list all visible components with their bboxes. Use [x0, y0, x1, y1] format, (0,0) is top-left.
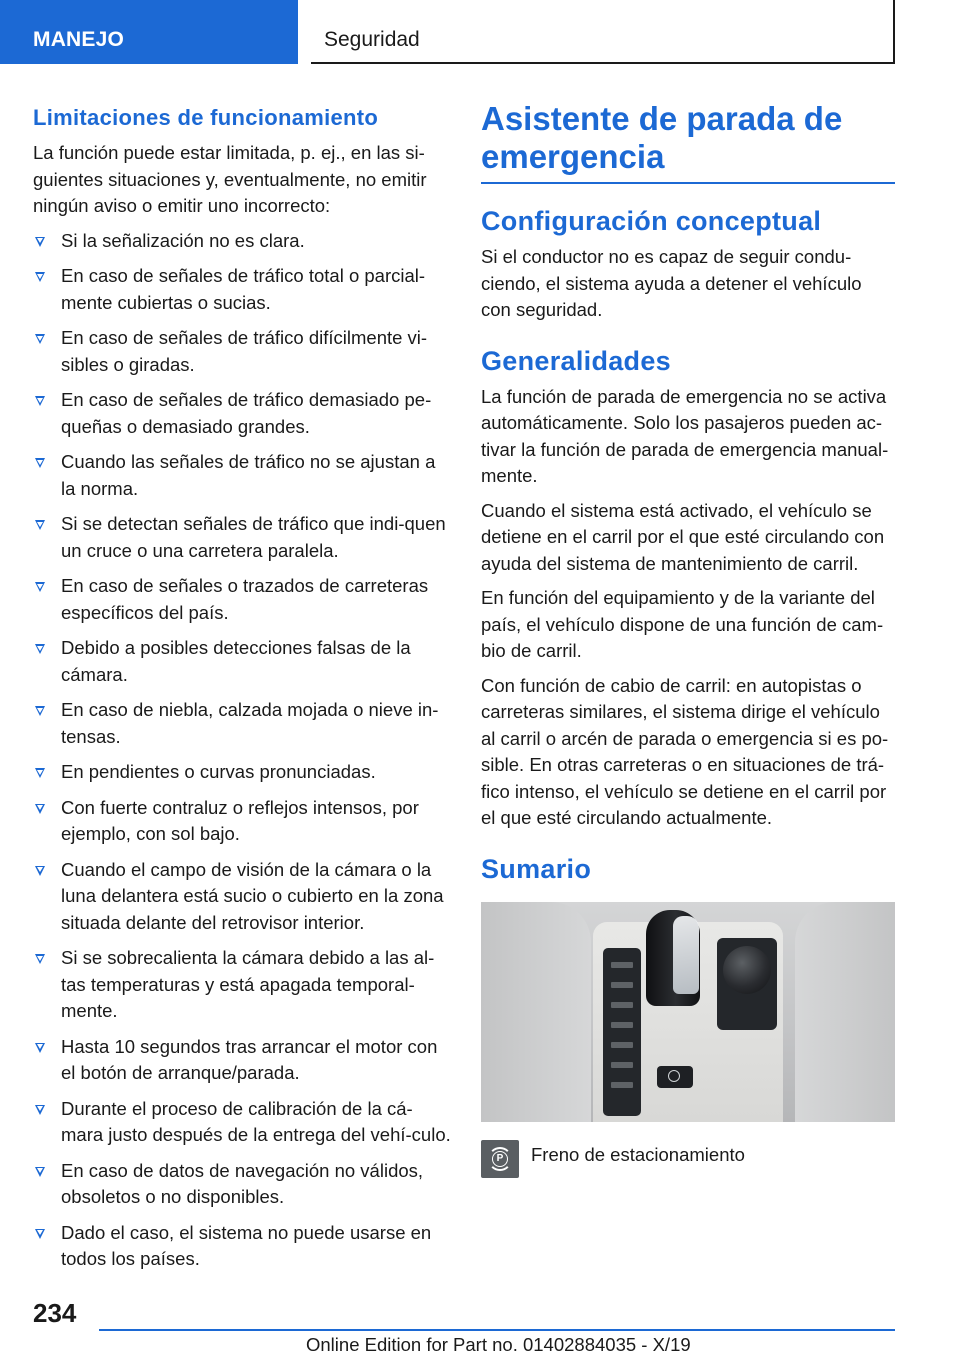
general-paragraph: La función de parada de emergencia no se activa automáticamente. Solo los pasajeros pueden ac-tivar la función de parada de emergencia manual-mente.	[481, 385, 889, 486]
footer-rule	[99, 1329, 895, 1331]
seat-left	[481, 902, 591, 1122]
list-item: Si la señalización no es clara.	[33, 228, 451, 255]
triangle-bullet-icon	[35, 804, 45, 814]
list-item: Si se sobrecalienta la cámara debido a las al-tas temperaturas y está apagada temporal-mente.	[33, 945, 451, 1025]
general-paragraph: Cuando el sistema está activado, el vehículo se detiene en el carril por el que esté circulando con ayuda del sistema de mantenimiento de carril.	[481, 499, 885, 574]
triangle-bullet-icon	[35, 1229, 45, 1239]
list-item: En caso de señales de tráfico demasiado pe-queñas o demasiado grandes.	[33, 387, 451, 440]
edition-footer: Online Edition for Part no. 01402884035 - X/19	[306, 1334, 691, 1355]
triangle-bullet-icon	[35, 334, 45, 344]
legend-row	[481, 1140, 895, 1178]
list-item: En caso de niebla, calzada mojada o nieve in-tensas.	[33, 697, 451, 750]
triangle-bullet-icon	[35, 706, 45, 716]
section-heading: Asistente de parada de emergencia	[481, 100, 895, 184]
page-number: 234	[33, 1298, 77, 1328]
triangle-bullet-icon	[35, 768, 45, 778]
list-item: En caso de señales de tráfico total o parcial-mente cubiertas o sucias.	[33, 263, 451, 316]
left-column	[33, 100, 451, 1282]
list-item: En caso de señales o trazados de carreteras específicos del país.	[33, 573, 451, 626]
triangle-bullet-icon	[35, 1043, 45, 1053]
chapter-tab: MANEJO	[0, 0, 298, 64]
triangle-bullet-icon	[35, 396, 45, 406]
list-item: Debido a posibles detecciones falsas de la cámara.	[33, 635, 451, 688]
list-item: En pendientes o curvas pronunciadas.	[33, 759, 451, 786]
general-paragraph: Con función de cabio de carril: en autopistas o carreteras similares, el sistema dirige el vehículo al carril o arcén de parada o emergencia si es po-sible. En otras carreteras o en situaciones de trá-fico intenso, el vehículo se detiene en el carril por el que esté circulando actualmente.	[481, 674, 889, 828]
general-heading: Generalidades	[481, 345, 671, 376]
seat-right	[795, 902, 895, 1122]
parking-brake-button	[657, 1066, 693, 1088]
summary-heading: Sumario	[481, 853, 592, 884]
controller-knob	[723, 946, 771, 994]
list-item: En caso de señales de tráfico difícilmente vi-sibles o giradas.	[33, 325, 451, 378]
limitations-intro: La función puede estar limitada, p. ej., en las si-guientes situaciones y, eventualmente, no emitir ningún aviso o emitir uno incorrecto:	[33, 142, 427, 216]
legend-label: Freno de estacionamiento	[531, 1143, 745, 1165]
triangle-bullet-icon	[35, 644, 45, 654]
parking-brake-icon: P	[481, 1140, 519, 1178]
list-item: Dado el caso, el sistema no puede usarse en todos los países.	[33, 1220, 451, 1273]
concept-text: Si el conductor no es capaz de seguir condu-ciendo, el sistema ayuda a detener el vehículo con seguridad.	[481, 246, 862, 320]
triangle-bullet-icon	[35, 1167, 45, 1177]
gear-selector-crystal	[673, 916, 699, 994]
triangle-bullet-icon	[35, 1105, 45, 1115]
right-column	[481, 100, 895, 1178]
limitations-list	[33, 228, 451, 1273]
triangle-bullet-icon	[35, 520, 45, 530]
list-item: Cuando las señales de tráfico no se ajustan a la norma.	[33, 449, 451, 502]
section-title: Seguridad	[311, 0, 895, 64]
list-item: Cuando el campo de visión de la cámara o la luna delantera está sucio o cubierto en la zona situada delante del retrovisor interior.	[33, 857, 451, 937]
triangle-bullet-icon	[35, 954, 45, 964]
general-paragraph: En función del equipamiento y de la variante del país, el vehículo dispone de una función de cam-bio de carril.	[481, 587, 884, 661]
concept-heading: Configuración conceptual	[481, 206, 822, 236]
list-item: En caso de datos de navegación no válidos, obsoletos o no disponibles.	[33, 1158, 451, 1211]
triangle-bullet-icon	[35, 866, 45, 876]
triangle-bullet-icon	[35, 458, 45, 468]
center-console-photo	[481, 902, 895, 1122]
list-item: Si se detectan señales de tráfico que indi-quen un cruce o una carretera paralela.	[33, 511, 451, 564]
triangle-bullet-icon	[35, 582, 45, 592]
triangle-bullet-icon	[35, 237, 45, 247]
triangle-bullet-icon	[35, 272, 45, 282]
limitations-heading: Limitaciones de funcionamiento	[33, 105, 379, 130]
list-item: Durante el proceso de calibración de la cá-mara justo después de la entrega del vehí-culo.	[33, 1096, 451, 1149]
list-item: Hasta 10 segundos tras arrancar el motor con el botón de arranque/parada.	[33, 1034, 451, 1087]
list-item: Con fuerte contraluz o reflejos intensos, por ejemplo, con sol bajo.	[33, 795, 451, 848]
drive-mode-panel	[603, 948, 641, 1116]
